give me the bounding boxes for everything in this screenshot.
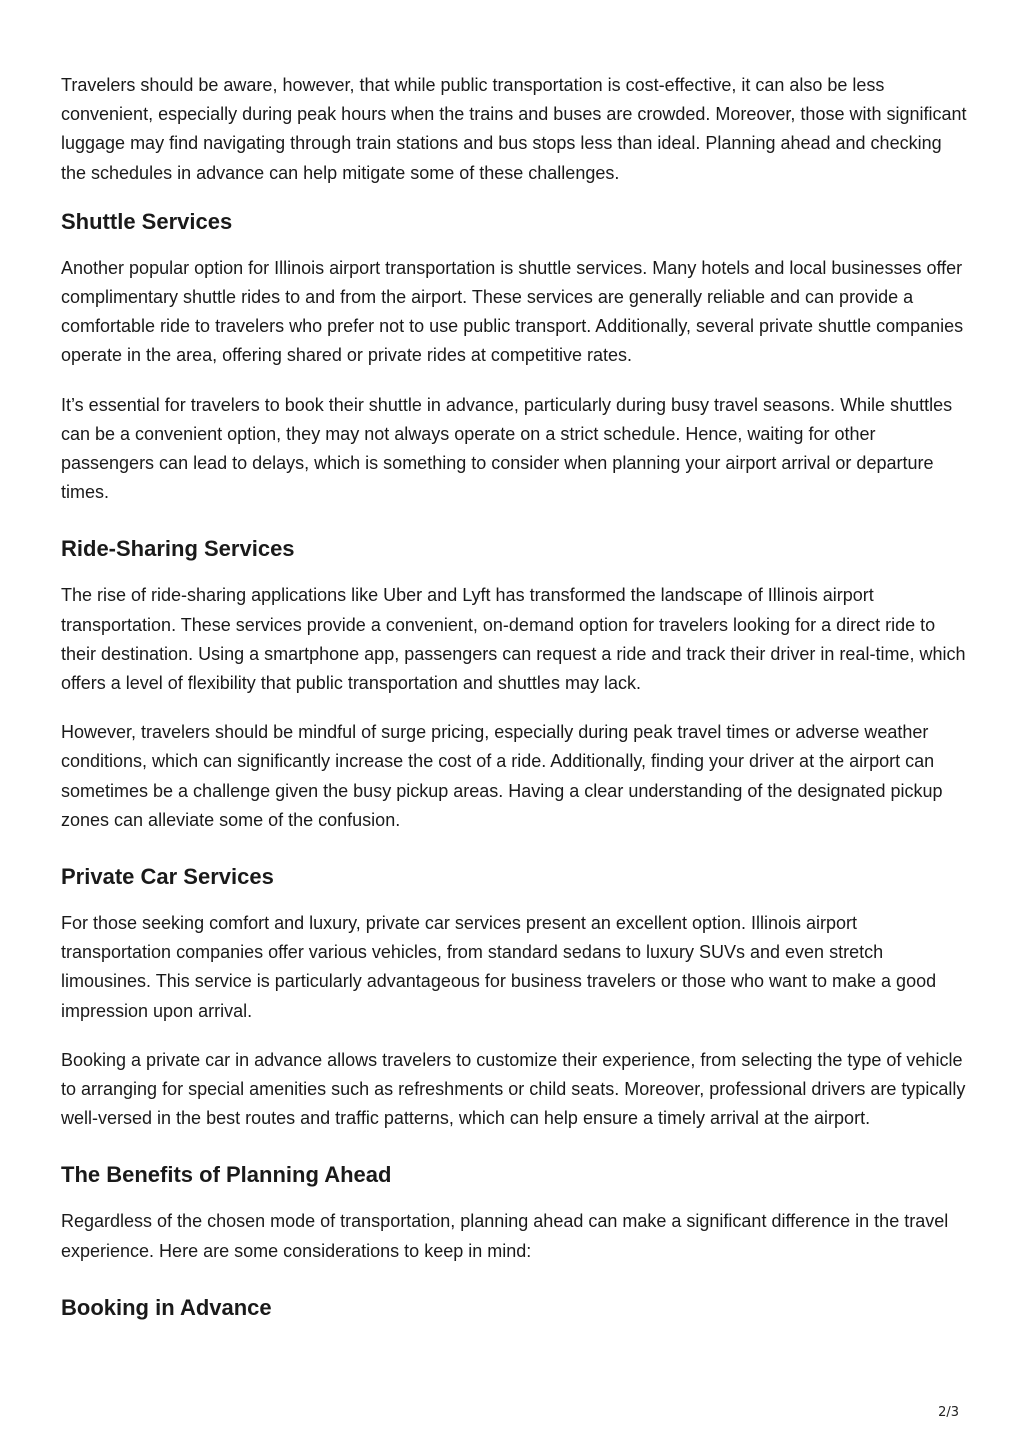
paragraph-shuttle-intro: Another popular option for Illinois airport transportation is shuttle services. Many hotels and local businesses offer complimentary shuttle rides to and from the airport. These services are generally reliable and can provide a comfortable ride to travelers who prefer not to use public transport. Additionally, several private shuttle companies operate in the area, offering shared or private rides at competitive rates. [61,257,964,366]
heading-private-car: Private Car Services [61,864,274,890]
document-page [61,71,967,1340]
heading-booking-in-advance: Booking in Advance [61,1294,272,1320]
paragraph-private-car-booking: Booking a private car in advance allows travelers to customize their experience, from selecting the type of vehicle to arranging for special amenities such as refreshments or child seats. Moreover, professional drivers are typically well-versed in the best routes and traffic patterns, which can help ensure a timely arrival at the airport. [61,1049,966,1129]
paragraph-ride-sharing-surge: However, travelers should be mindful of surge pricing, especially during peak travel times or adverse weather conditions, which can significantly increase the cost of a ride. Additionally, finding your driver at the airport can sometimes be a challenge given the busy pickup areas. Having a clear understanding of the designated pickup zones can alleviate some of the confusion. [61,722,943,830]
paragraph-ride-sharing-intro: The rise of ride-sharing applications like Uber and Lyft has transformed the landscape of Illinois airport transportation. These services provide a convenient, on-demand option for travelers looking for a direct ride to their destination. Using a smartphone app, passengers can request a ride and track their driver in real-time, which offers a level of flexibility that public transportation and shuttles may lack. [61,585,966,694]
paragraph-public-transport-drawbacks: Travelers should be aware, however, that while public transportation is cost-effective, it can also be less convenient, especially during peak hours when the trains and buses are crowded. Moreover, those with significant luggage may find navigating through train stations and bus stops less than ideal. Planning ahead and checking the schedules in advance can help mitigate some of these challenges. [61,75,967,183]
paragraph-planning-ahead: Regardless of the chosen mode of transportation, planning ahead can make a significant difference in the travel experience. Here are some considerations to keep in mind: [61,1211,949,1261]
page-number: 2/3 [938,1405,959,1420]
heading-ride-sharing: Ride-Sharing Services [61,536,295,562]
heading-shuttle-services: Shuttle Services [61,208,233,234]
paragraph-shuttle-booking: It’s essential for travelers to book their shuttle in advance, particularly during busy travel seasons. While shuttles can be a convenient option, they may not always operate on a strict schedule. Hence, waiting for other passengers can lead to delays, which is something to consider when planning your airport arrival or departure times. [61,394,953,503]
heading-planning-ahead: The Benefits of Planning Ahead [61,1162,392,1188]
paragraph-private-car-intro: For those seeking comfort and luxury, private car services present an excellent option. Illinois airport transportation companies offer various vehicles, from standard sedans to luxury SUVs and even stretch limousines. This service is particularly advantageous for business travelers or those who want to make a good impression upon arrival. [61,913,937,1021]
